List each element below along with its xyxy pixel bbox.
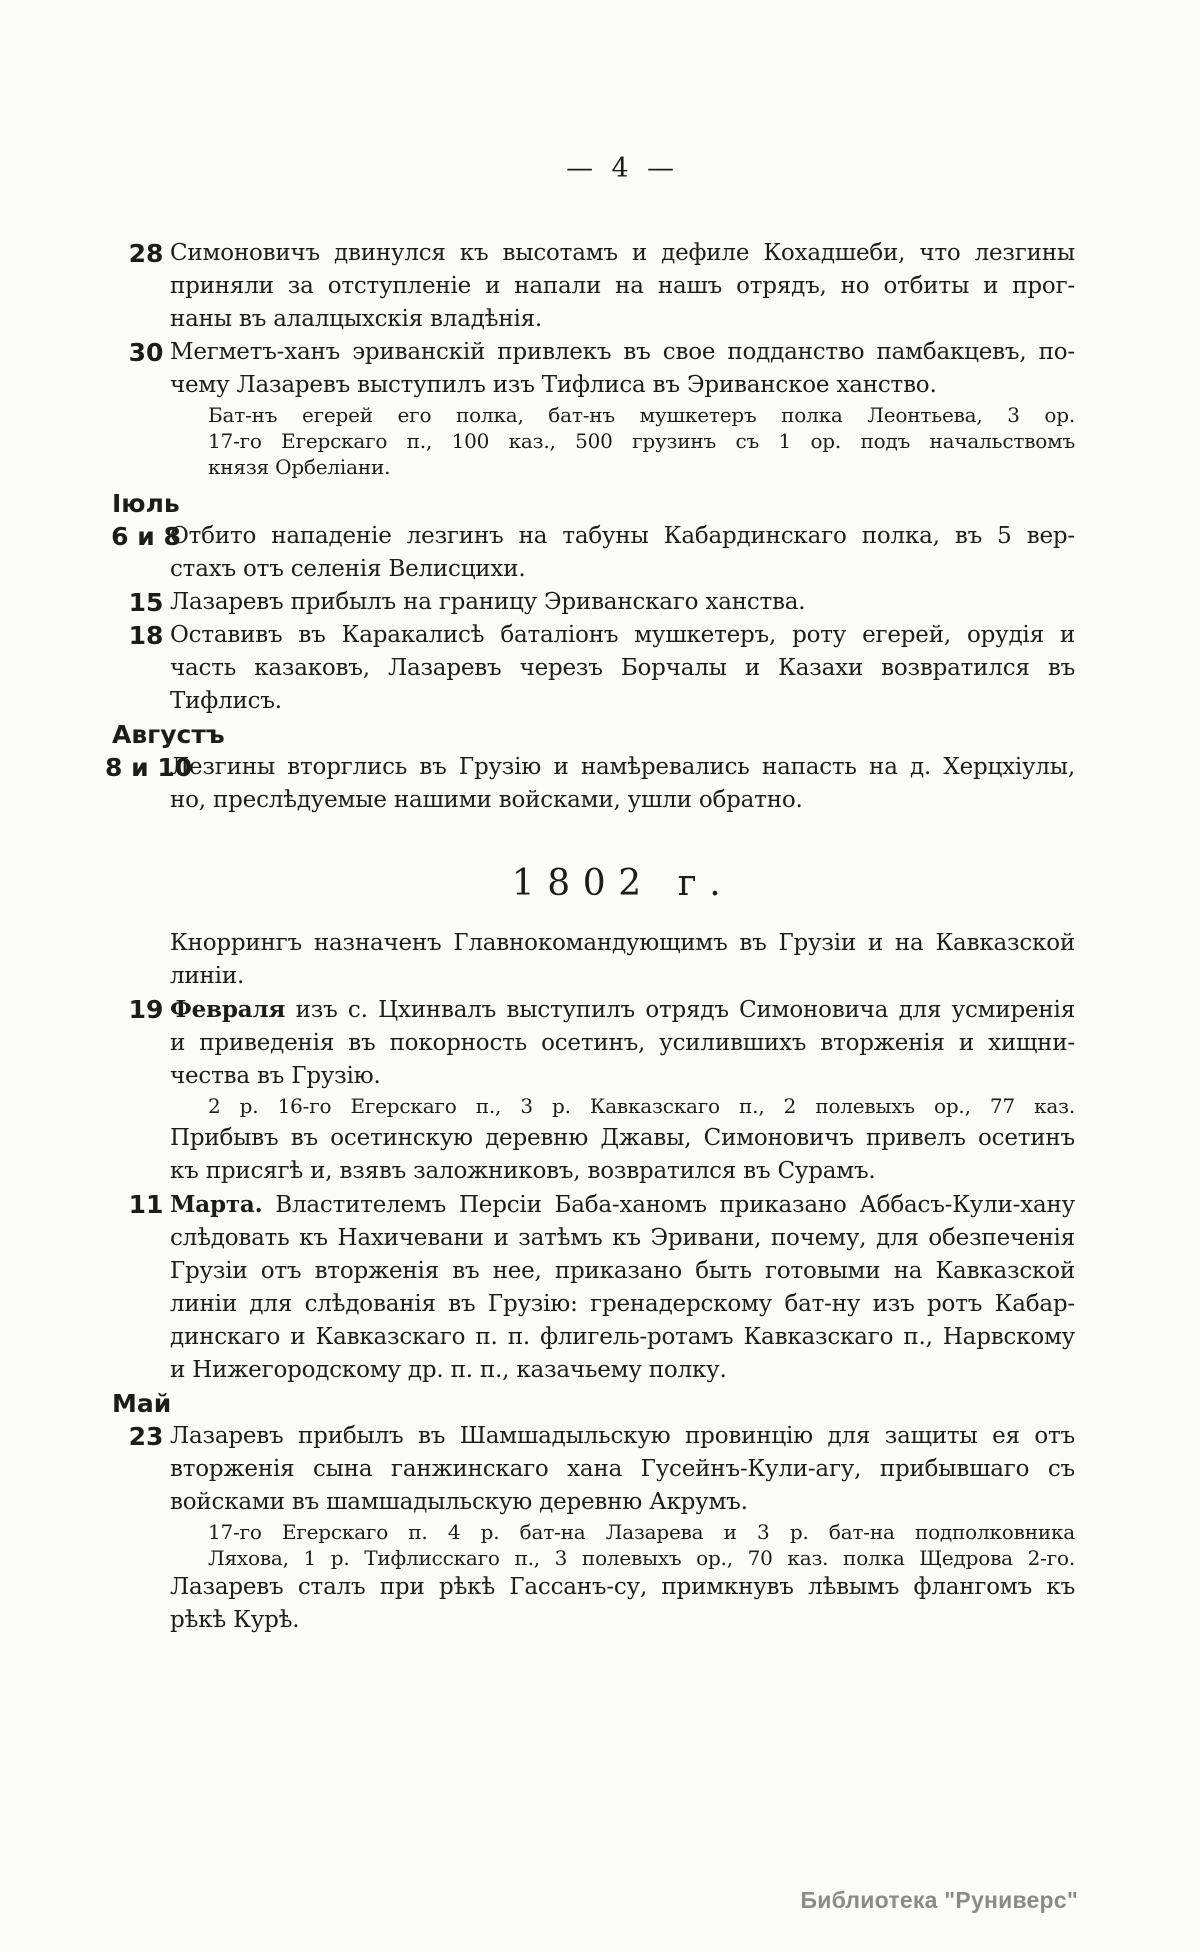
library-watermark: Библиотека "Руниверс" bbox=[800, 1887, 1078, 1913]
entry-18-line-2: часть казаковъ, Лазаревъ черезъ Борчалы и Казахи возвратился въ bbox=[170, 655, 1075, 681]
entry-19-line-3: чества въ Грузію. bbox=[170, 1063, 381, 1089]
entry-23-line-1: Лазаревъ прибылъ въ Шамшадыльскую провинцію для защиты ея отъ bbox=[170, 1423, 1075, 1449]
entry-8-10 bbox=[105, 751, 1075, 817]
entry-15-date-label: 15 bbox=[128, 588, 164, 617]
entry-18-date-label: 18 bbox=[128, 621, 164, 650]
entry-30 bbox=[128, 336, 1075, 480]
month-heading-july: Іюль bbox=[112, 489, 180, 518]
entry-15 bbox=[128, 586, 1075, 619]
entry-11-line-2: слѣдовать къ Нахичевани и затѣмъ къ Эривани, почему, для обезпеченія bbox=[170, 1225, 1075, 1251]
entry-11-line-1-rest: Властителемъ Персіи Баба-ханомъ приказано Аббасъ-Кули-хану bbox=[262, 1192, 1075, 1218]
entry-8-10-date-label: 8 и 10 bbox=[105, 753, 193, 782]
month-heading-august: Августъ bbox=[112, 720, 225, 749]
entry-8-10-line-2: но, преслѣдуемые нашими войсками, ушли обратно. bbox=[170, 787, 803, 813]
entry-6-8-line-2: стахъ отъ селенія Велисцихи. bbox=[170, 556, 526, 582]
entry-11-line-1 bbox=[170, 1188, 1075, 1222]
entry-23-line-3: войсками въ шамшадыльскую деревню Акрумъ. bbox=[170, 1489, 748, 1515]
entry-19-date-label: 19 bbox=[128, 995, 164, 1024]
entry-23-detail-note bbox=[208, 1519, 1075, 1571]
entry-23-note-line-1: 17-го Егерскаго п. 4 р. бат-на Лазарева и 3 р. бат-на подполковника bbox=[208, 1520, 1075, 1544]
entry-30-line-1: Мегметъ-ханъ эриванскій привлекъ въ свое подданство памбакцевъ, по- bbox=[170, 339, 1075, 365]
paragraph-knorring-line-2: линіи. bbox=[170, 963, 245, 989]
entry-6-8-date-label: 6 и 8 bbox=[111, 522, 181, 551]
entry-11-line-5: динскаго и Кавказскаго п. п. флигель-ротамъ Кавказскаго п., Нарвскому bbox=[170, 1324, 1075, 1350]
page-number: — 4 — bbox=[566, 153, 679, 184]
entry-11-date-label: 11 bbox=[128, 1190, 164, 1219]
entry-6-8-line-1: Отбито нападеніе лезгинъ на табуны Кабардинскаго полка, въ 5 вер- bbox=[170, 523, 1075, 549]
entry-11-line-6: и Нижегородскому др. п. п., казачьему полку. bbox=[170, 1357, 727, 1383]
entry-23-note-line-2: Ляхова, 1 р. Тифлисскаго п., 3 полевыхъ ор., 70 каз. полка Щедрова 2-го. bbox=[208, 1546, 1075, 1570]
entry-15-line-1: Лазаревъ прибылъ на границу Эриванскаго ханства. bbox=[170, 589, 806, 615]
document-page bbox=[0, 152, 1200, 1952]
entry-28-line-2: приняли за отступленіе и напали на нашъ отрядъ, но отбиты и прог- bbox=[170, 273, 1075, 299]
entry-19-line-1-rest: изъ с. Цхинвалъ выступилъ отрядъ Симоновича для усмиренія bbox=[285, 997, 1075, 1023]
entry-30-note-line-2: 17-го Егерскаго п., 100 каз., 500 грузинъ съ 1 ор. подъ начальствомъ bbox=[208, 429, 1075, 453]
entry-18-line-1: Оставивъ въ Каракалисѣ баталіонъ мушкетеръ, роту егерей, орудія и bbox=[170, 622, 1075, 648]
entry-28-date-label: 28 bbox=[128, 239, 164, 268]
year-heading: 1802 г. bbox=[511, 863, 734, 904]
entry-30-date-label: 30 bbox=[128, 338, 164, 367]
entry-28-line-3: наны въ алалцыхскія владѣнія. bbox=[170, 306, 543, 332]
entry-30-note-line-3: князя Орбеліани. bbox=[208, 455, 391, 479]
entry-19-detail-note bbox=[208, 1093, 1075, 1119]
entry-18-line-3: Тифлисъ. bbox=[170, 688, 282, 714]
paragraph-lazarev-line-1: Лазаревъ сталъ при рѣкѣ Гассанъ-су, примкнувъ лѣвымъ флангомъ къ bbox=[170, 1574, 1075, 1600]
entry-8-10-line-1: Лезгины вторглись въ Грузію и намѣревались напасть на д. Херцхіулы, bbox=[170, 754, 1075, 780]
paragraph-pribyv-line-2: къ присягѣ и, взявъ заложниковъ, возвратился въ Сурамъ. bbox=[170, 1158, 876, 1184]
paragraph-lazarev-line-2: рѣкѣ Курѣ. bbox=[170, 1607, 300, 1633]
paragraph-knorring-line-1: Кноррингъ назначенъ Главнокомандующимъ въ Грузіи и на Кавказской bbox=[170, 930, 1075, 956]
paragraph-pribyv-line-1: Прибывъ въ осетинскую деревню Джавы, Симоновичъ привелъ осетинъ bbox=[170, 1125, 1075, 1151]
entry-11-line-3: Грузіи отъ вторженія въ нее, приказано быть готовыми на Кавказской bbox=[170, 1258, 1075, 1284]
entry-30-note-line-1: Бат-нъ егерей его полка, бат-нъ мушкетеръ полка Леонтьева, 3 ор. bbox=[208, 403, 1075, 427]
entry-19-note-line-1: 2 р. 16-го Егерскаго п., 3 р. Кавказскаго п., 2 полевыхъ ор., 77 каз. bbox=[208, 1094, 1075, 1118]
entry-19-line-2: и приведенія въ покорность осетинъ, усилившихъ вторженія и хищни- bbox=[170, 1030, 1075, 1056]
paragraph-knorring bbox=[170, 927, 1075, 993]
entry-30-line-2: чему Лазаревъ выступилъ изъ Тифлиса въ Эриванское ханство. bbox=[170, 372, 937, 398]
entry-30-detail-note bbox=[208, 402, 1075, 480]
entry-19-line-1 bbox=[170, 993, 1075, 1027]
entry-28 bbox=[128, 237, 1075, 336]
paragraph-pribyv bbox=[170, 1122, 1075, 1188]
entry-28-line-1: Симоновичъ двинулся къ высотамъ и дефиле Кохадшеби, что лезгины bbox=[170, 240, 1075, 266]
entry-23-date-label: 23 bbox=[128, 1422, 164, 1451]
entry-23-line-2: вторженія сына ганжинскаго хана Гусейнъ-Кули-агу, прибывшаго съ bbox=[170, 1456, 1075, 1482]
entry-19-month-word: Февраля bbox=[170, 996, 286, 1023]
entry-23 bbox=[128, 1420, 1075, 1571]
entry-19 bbox=[128, 993, 1075, 1119]
entry-6-8 bbox=[111, 520, 1075, 586]
paragraph-lazarev bbox=[170, 1571, 1075, 1637]
entry-11 bbox=[128, 1188, 1075, 1387]
entry-18 bbox=[128, 619, 1075, 718]
month-heading-may: Май bbox=[112, 1389, 172, 1418]
entry-11-month-word: Марта. bbox=[170, 1191, 263, 1218]
entry-11-line-4: линіи для слѣдованія въ Грузію: гренадерскому бат-ну изъ ротъ Кабар- bbox=[170, 1291, 1075, 1317]
